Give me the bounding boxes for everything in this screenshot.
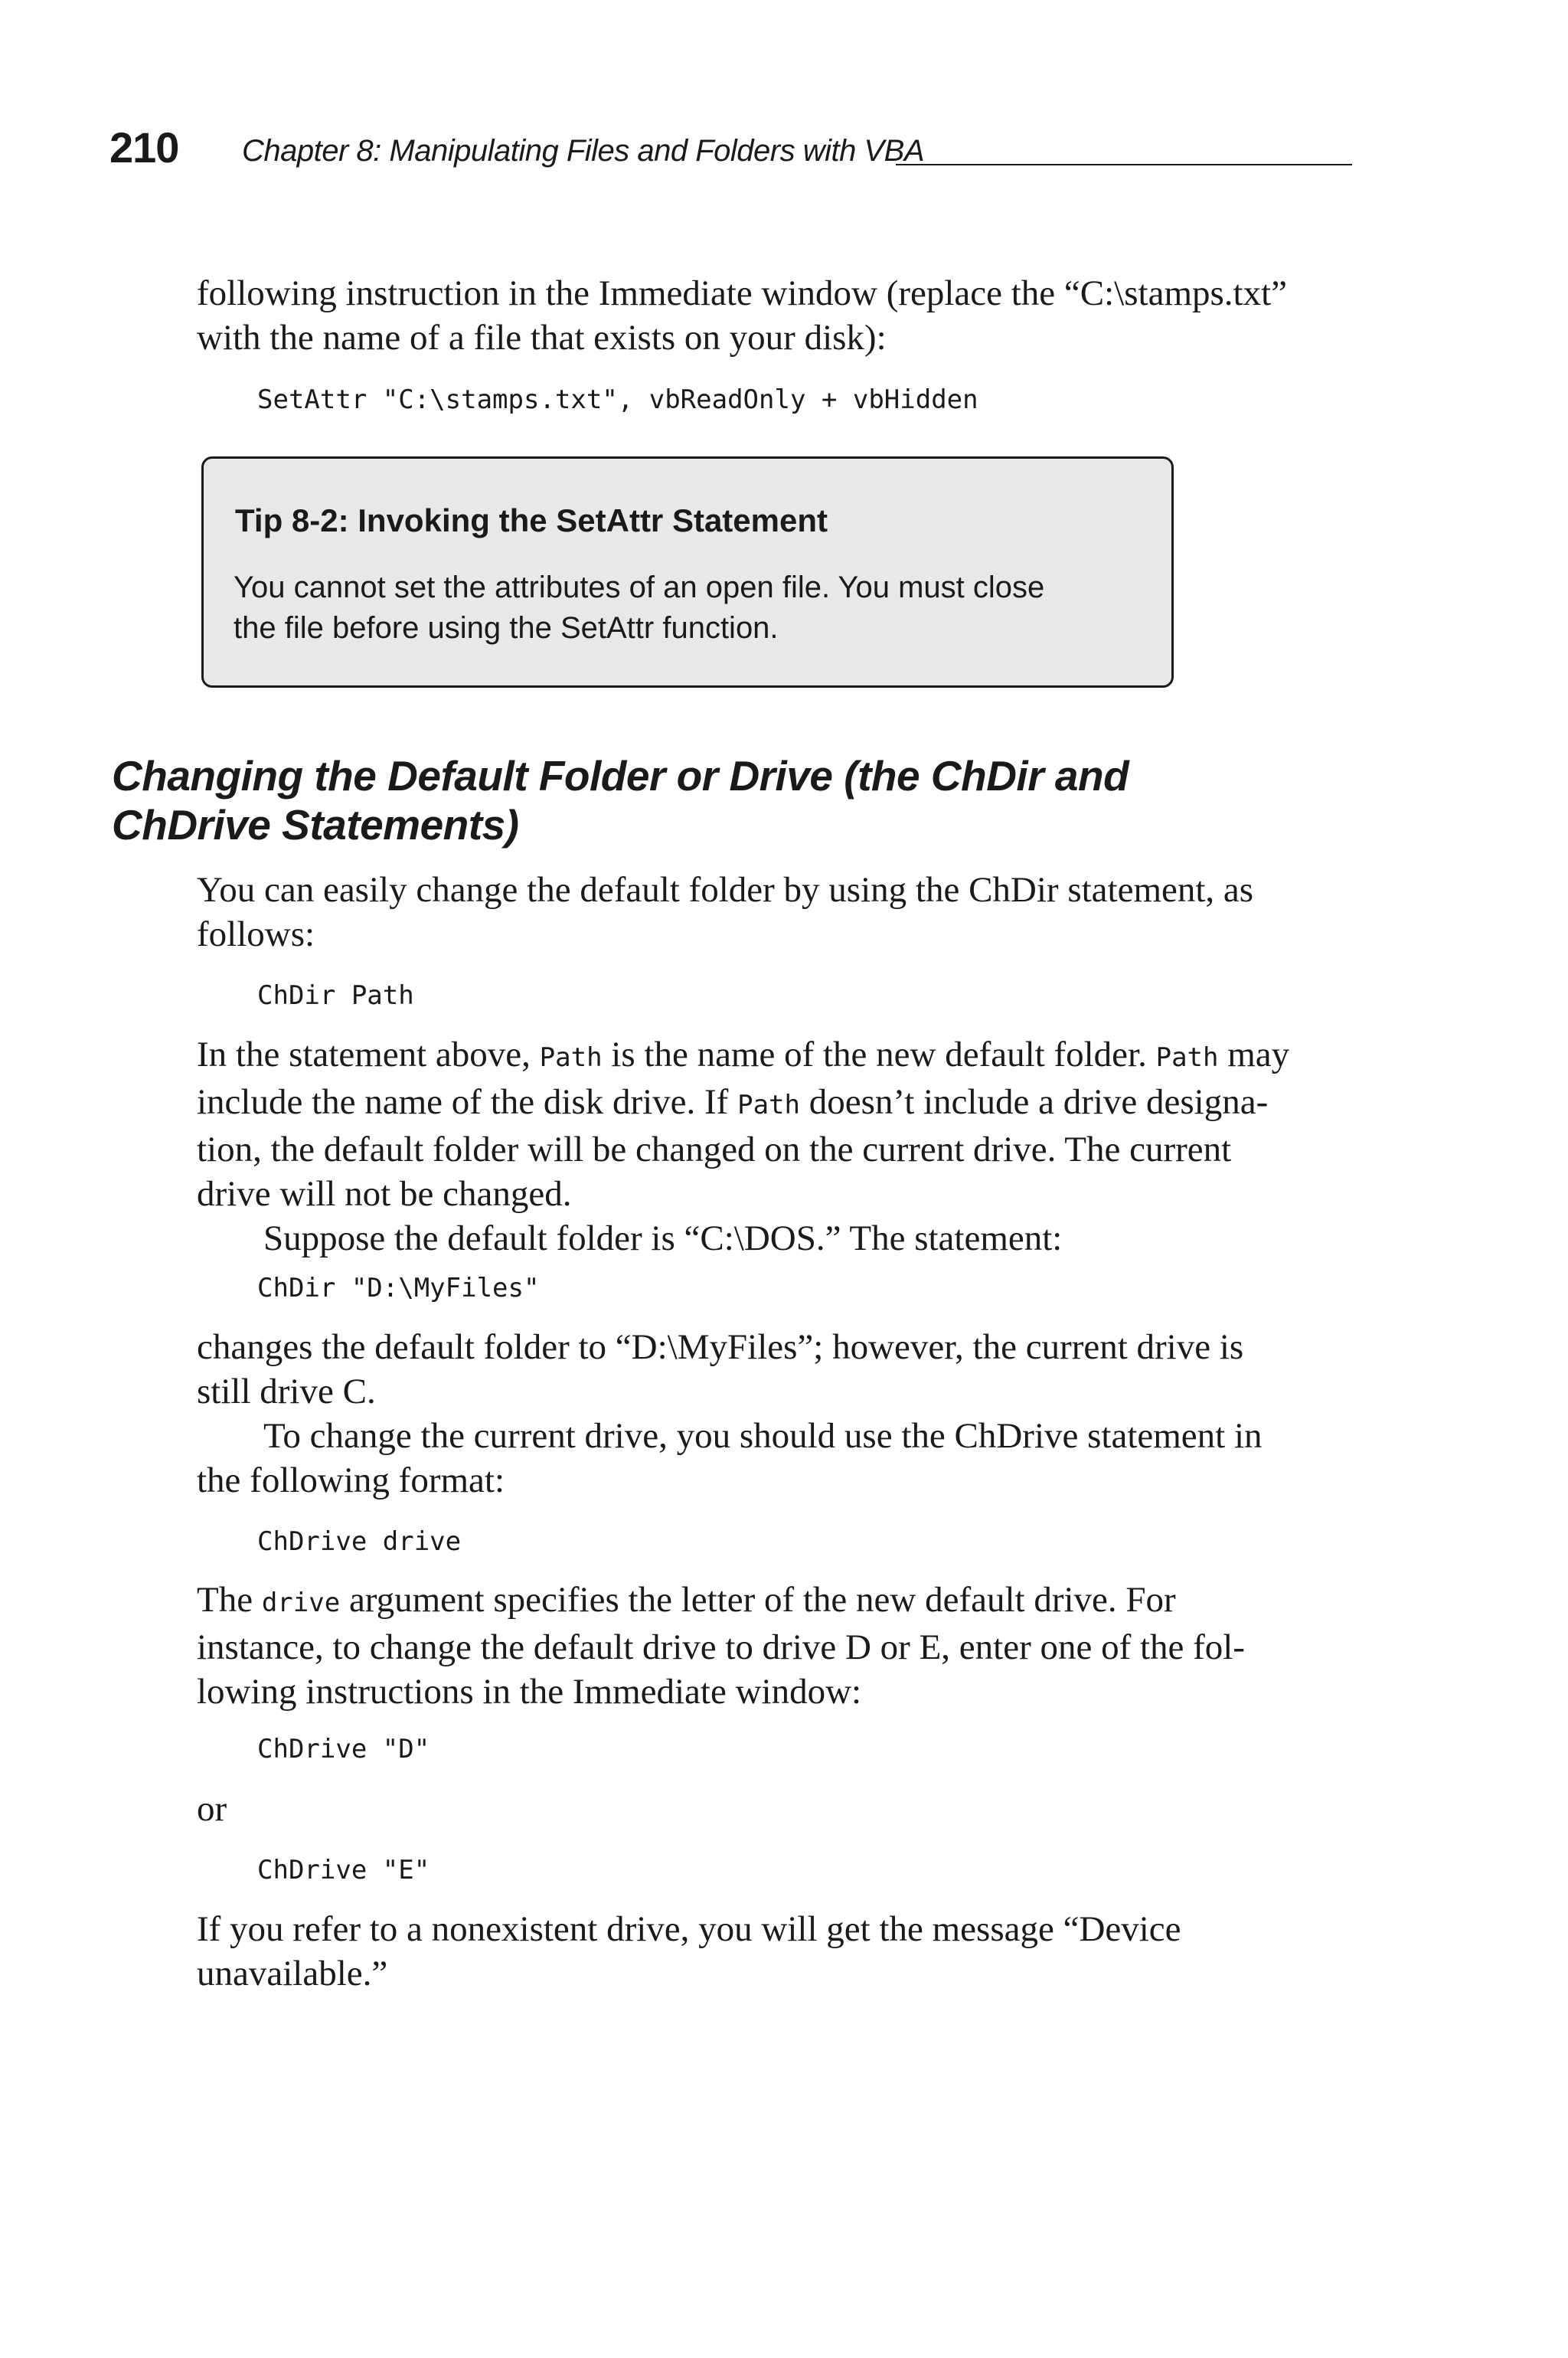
- tochange-line-2: the following format:: [197, 1460, 505, 1500]
- drive-inline-code: drive: [261, 1588, 341, 1618]
- page-number: 210: [109, 123, 179, 172]
- intro-line-2: with the name of a file that exists on your disk):: [197, 318, 887, 358]
- code-chdir-example: ChDir "D:\MyFiles": [257, 1273, 540, 1303]
- running-title: Chapter 8: Manipulating Files and Folders with VBA: [242, 134, 925, 168]
- path-inline-code: Path: [539, 1042, 603, 1073]
- final-line-2: unavailable.”: [197, 1954, 388, 1993]
- path-inline-code: Path: [737, 1090, 800, 1120]
- path-paragraph: [197, 1032, 1361, 1261]
- drive-paragraph: [197, 1578, 1361, 1714]
- path-line-3: tion, the default folder will be changed on the current drive. The current: [197, 1130, 1232, 1169]
- path-text: In the statement above,: [197, 1035, 540, 1074]
- intro-paragraph: [197, 271, 1361, 360]
- drive-line-3: lowing instructions in the Immediate window:: [197, 1672, 862, 1712]
- path-line-4: drive will not be changed.: [197, 1174, 572, 1214]
- code-chdrive-drive: ChDrive drive: [257, 1526, 462, 1557]
- final-paragraph: [197, 1907, 1361, 1996]
- section-heading-line-2: ChDrive Statements): [112, 801, 519, 849]
- path-inline-code: Path: [1155, 1042, 1219, 1073]
- path-text: include the name of the disk drive. If: [197, 1082, 738, 1122]
- section-heading: [112, 751, 1129, 849]
- tochange-line-1: To change the current drive, you should use the ChDrive statement in: [263, 1416, 1263, 1456]
- section-heading-line-1: Changing the Default Folder or Drive (the ChDir and: [112, 752, 1129, 800]
- drive-text: argument specifies the letter of the new default drive. For: [340, 1580, 1176, 1620]
- suppose-line: Suppose the default folder is “C:\DOS.” The statement:: [263, 1218, 1063, 1258]
- path-text: is the name of the new default folder.: [602, 1035, 1156, 1074]
- tip-text: [234, 567, 1044, 649]
- tip-title: Tip 8-2: Invoking the SetAttr Statement: [235, 502, 828, 538]
- code-setattr: SetAttr "C:\stamps.txt", vbReadOnly + vbHidden: [257, 384, 978, 415]
- header-rule: [896, 164, 1352, 165]
- drive-text: The: [197, 1580, 262, 1620]
- final-line-1: If you refer to a nonexistent drive, you will get the message “Device: [197, 1909, 1181, 1949]
- path-text: may: [1218, 1035, 1290, 1074]
- drive-line-2: instance, to change the default drive to drive D or E, enter one of the fol-: [197, 1627, 1246, 1667]
- chdir-paragraph: [197, 868, 1361, 957]
- code-chdir-path: ChDir Path: [257, 980, 414, 1011]
- or-word: or: [197, 1789, 227, 1829]
- intro-line-1: following instruction in the Immediate window (replace the “C:\stamps.txt”: [197, 273, 1288, 313]
- code-chdrive-d: ChDrive "D": [257, 1734, 430, 1764]
- code-chdrive-e: ChDrive "E": [257, 1855, 430, 1885]
- chdir-line-2: follows:: [197, 914, 315, 954]
- chdir-line-1: You can easily change the default folder by using the ChDir statement, as: [197, 870, 1254, 910]
- tip-line-1: You cannot set the attributes of an open file. You must close: [234, 571, 1045, 604]
- changes-paragraph: [197, 1325, 1361, 1503]
- path-text: doesn’t include a drive designa-: [799, 1082, 1269, 1122]
- changes-line-2: still drive C.: [197, 1372, 376, 1411]
- changes-line-1: changes the default folder to “D:\MyFiles”; however, the current drive is: [197, 1327, 1244, 1367]
- tip-line-2: the file before using the SetAttr function.: [234, 611, 779, 645]
